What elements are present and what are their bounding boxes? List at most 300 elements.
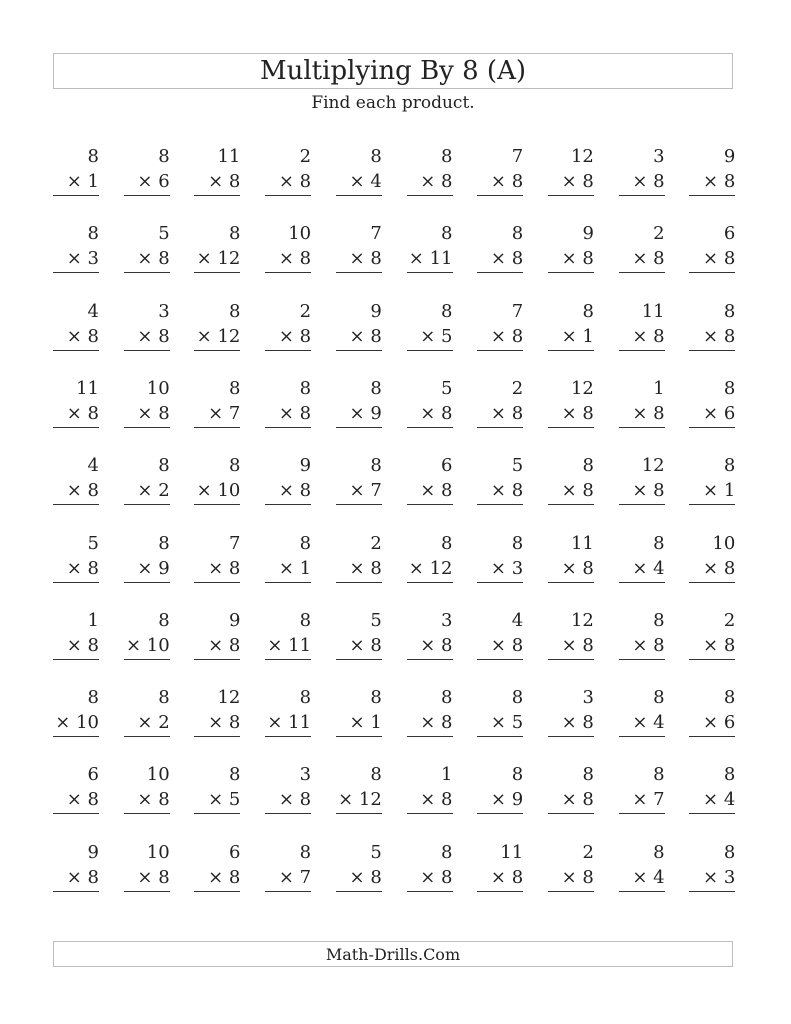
problem-multiplier: × 8	[194, 169, 240, 196]
problem	[194, 762, 240, 814]
problem	[619, 762, 665, 814]
problem-multiplicand: 8	[653, 841, 665, 863]
problem-multiplicand: 1	[441, 764, 453, 786]
problem-multiplicand: 1	[87, 609, 99, 631]
problem-multiplicand: 10	[288, 223, 312, 245]
problem-multiplicand: 8	[370, 146, 382, 167]
problem-multiplier: × 8	[689, 324, 735, 351]
problem-multiplicand: 2	[299, 300, 312, 322]
problem	[336, 685, 382, 737]
problem-multiplicand: 8	[87, 146, 99, 167]
problem	[124, 685, 170, 737]
problem-multiplicand: 8	[370, 377, 382, 399]
problem-multiplier: × 8	[265, 169, 311, 196]
problem-multiplier: × 8	[548, 865, 594, 892]
problem-multiplier: × 8	[53, 556, 99, 583]
problem-multiplier: × 11	[265, 633, 311, 660]
problem-multiplicand: 9	[299, 455, 312, 477]
title-box	[53, 53, 733, 89]
problem-multiplier: × 9	[124, 556, 170, 583]
problem	[336, 376, 382, 428]
problem-multiplier: × 5	[194, 787, 240, 814]
problem-multiplicand: 8	[158, 146, 170, 167]
problem-multiplier: × 8	[124, 787, 170, 814]
problem-multiplier: × 4	[336, 169, 382, 196]
problem	[548, 221, 594, 273]
problem-multiplier: × 8	[477, 865, 523, 892]
problem	[619, 840, 665, 892]
problem-multiplicand: 8	[228, 377, 241, 399]
problem	[548, 685, 594, 737]
problem-multiplier: × 8	[689, 633, 735, 660]
problem	[619, 144, 665, 196]
problem-multiplicand: 5	[441, 377, 453, 399]
problem-multiplier: × 8	[407, 478, 453, 505]
problem-multiplicand: 8	[228, 300, 241, 322]
problem-multiplier: × 8	[619, 169, 665, 196]
problem	[194, 221, 240, 273]
problem-multiplicand: 8	[723, 764, 736, 786]
problem-multiplicand: 3	[582, 687, 594, 709]
problem	[53, 531, 99, 583]
problem-multiplicand: 8	[228, 223, 241, 245]
problem	[548, 762, 594, 814]
problem-multiplier: × 8	[124, 246, 170, 273]
problem-multiplicand: 8	[299, 377, 312, 399]
problem-multiplicand: 3	[441, 609, 453, 631]
problem-multiplier: × 8	[477, 169, 523, 196]
problem	[265, 453, 311, 505]
problem	[336, 840, 382, 892]
footer-box	[53, 941, 733, 967]
problem	[548, 531, 594, 583]
problem-multiplicand: 8	[723, 455, 736, 477]
problem-multiplier: × 11	[265, 710, 311, 737]
problem	[265, 531, 311, 583]
problem-multiplier: × 7	[619, 787, 665, 814]
problem-multiplicand: 8	[511, 223, 524, 245]
problem-multiplicand: 5	[511, 455, 524, 477]
problem	[336, 144, 382, 196]
problem-multiplicand: 12	[570, 146, 594, 167]
problem	[548, 840, 594, 892]
problem-multiplier: × 8	[53, 324, 99, 351]
problem-multiplicand: 2	[299, 146, 312, 167]
problem-multiplicand: 11	[217, 146, 241, 167]
problem-multiplicand: 2	[511, 377, 524, 399]
problem-multiplier: × 8	[407, 787, 453, 814]
problem-multiplier: × 7	[336, 478, 382, 505]
problem-multiplicand: 7	[511, 300, 524, 322]
problem-multiplicand: 8	[299, 687, 312, 709]
problem-multiplicand: 8	[158, 455, 170, 477]
problem-multiplicand: 9	[582, 223, 594, 245]
problem-multiplier: × 8	[124, 324, 170, 351]
problem-multiplicand: 8	[511, 687, 524, 709]
problem	[619, 453, 665, 505]
problem-multiplicand: 2	[723, 609, 736, 631]
problem-multiplicand: 12	[570, 609, 594, 631]
problem	[53, 608, 99, 660]
problem-multiplier: × 8	[407, 633, 453, 660]
problem-multiplicand: 8	[441, 841, 453, 863]
problem-multiplicand: 9	[228, 609, 241, 631]
problem-multiplier: × 10	[53, 710, 99, 737]
problem	[689, 453, 735, 505]
problem-multiplicand: 10	[146, 764, 170, 786]
problem-multiplier: × 6	[689, 710, 735, 737]
problem-multiplier: × 1	[265, 556, 311, 583]
problem-multiplier: × 5	[407, 324, 453, 351]
problem	[53, 840, 99, 892]
problem-multiplier: × 9	[336, 401, 382, 428]
problem-multiplicand: 8	[299, 841, 312, 863]
problem-multiplier: × 7	[265, 865, 311, 892]
problem-multiplicand: 8	[441, 687, 453, 709]
problem	[265, 144, 311, 196]
problem	[407, 608, 453, 660]
problem-multiplicand: 6	[723, 223, 736, 245]
problem	[194, 453, 240, 505]
problem-multiplicand: 11	[76, 377, 99, 399]
problem-multiplicand: 8	[723, 377, 736, 399]
problem-multiplicand: 8	[441, 300, 453, 322]
problem-multiplier: × 4	[689, 787, 735, 814]
problem	[194, 376, 240, 428]
problem-multiplier: × 8	[336, 865, 382, 892]
problem-multiplier: × 8	[194, 556, 240, 583]
problem-multiplier: × 6	[689, 401, 735, 428]
problem	[194, 840, 240, 892]
problem-multiplier: × 8	[619, 324, 665, 351]
problem-multiplier: × 8	[548, 401, 594, 428]
problem-multiplier: × 2	[124, 478, 170, 505]
problem-multiplier: × 8	[548, 633, 594, 660]
problem-multiplier: × 10	[124, 633, 170, 660]
problem-multiplier: × 7	[194, 401, 240, 428]
problem-multiplicand: 3	[299, 764, 312, 786]
problem-multiplier: × 8	[194, 633, 240, 660]
problem	[689, 376, 735, 428]
problem	[407, 453, 453, 505]
problem	[619, 685, 665, 737]
problem	[548, 376, 594, 428]
problem-multiplicand: 4	[87, 455, 99, 477]
problem	[477, 685, 523, 737]
problem	[265, 685, 311, 737]
problem-multiplier: × 8	[477, 401, 523, 428]
problem-multiplier: × 11	[407, 246, 453, 273]
problem	[689, 685, 735, 737]
problem	[477, 299, 523, 351]
problem	[336, 762, 382, 814]
problem-multiplier: × 8	[194, 710, 240, 737]
problem	[194, 299, 240, 351]
problem-multiplier: × 4	[619, 556, 665, 583]
problem	[548, 144, 594, 196]
problem	[336, 608, 382, 660]
problem	[477, 221, 523, 273]
problem-multiplier: × 8	[53, 787, 99, 814]
problem	[477, 762, 523, 814]
problem-multiplier: × 8	[477, 633, 523, 660]
problem	[548, 299, 594, 351]
problem-multiplicand: 10	[712, 532, 736, 554]
problem	[407, 762, 453, 814]
problem-multiplicand: 10	[146, 377, 170, 399]
problem-multiplicand: 12	[570, 377, 594, 399]
problem-multiplicand: 12	[217, 687, 241, 709]
problem-multiplier: × 6	[124, 169, 170, 196]
problem	[477, 453, 523, 505]
problem	[336, 221, 382, 273]
problem-multiplier: × 8	[265, 246, 311, 273]
problem-multiplier: × 8	[53, 478, 99, 505]
problem-multiplier: × 9	[477, 787, 523, 814]
problem-multiplicand: 8	[653, 764, 665, 786]
problem-multiplicand: 8	[653, 532, 665, 554]
problem-multiplicand: 8	[582, 455, 594, 477]
problem-multiplicand: 8	[653, 609, 665, 631]
problem	[53, 144, 99, 196]
problem-multiplier: × 8	[265, 478, 311, 505]
problem-multiplicand: 9	[87, 841, 99, 863]
problem-multiplier: × 12	[194, 324, 240, 351]
problem	[336, 299, 382, 351]
problem-multiplier: × 1	[689, 478, 735, 505]
problem	[265, 299, 311, 351]
problem-multiplicand: 8	[582, 764, 594, 786]
problem-multiplier: × 8	[477, 324, 523, 351]
problem	[124, 221, 170, 273]
problem	[689, 531, 735, 583]
problem-multiplier: × 3	[689, 865, 735, 892]
problem-multiplicand: 8	[158, 609, 170, 631]
problem	[194, 608, 240, 660]
problem-multiplicand: 4	[511, 609, 524, 631]
problem	[124, 453, 170, 505]
problem-multiplier: × 12	[407, 556, 453, 583]
problem	[407, 221, 453, 273]
problem-multiplier: × 8	[407, 710, 453, 737]
problem-multiplier: × 8	[619, 478, 665, 505]
instructions: Find each product.	[311, 93, 475, 113]
problem-multiplier: × 8	[265, 787, 311, 814]
problem-multiplier: × 4	[619, 710, 665, 737]
problem-multiplier: × 8	[407, 401, 453, 428]
problem-multiplier: × 8	[53, 401, 99, 428]
problem-multiplicand: 4	[87, 300, 99, 322]
problem-multiplier: × 8	[53, 865, 99, 892]
problem-multiplicand: 8	[723, 687, 736, 709]
problem	[53, 221, 99, 273]
problem-multiplier: × 8	[548, 246, 594, 273]
problem-multiplier: × 4	[619, 865, 665, 892]
problem-multiplier: × 8	[53, 633, 99, 660]
problem	[265, 840, 311, 892]
problem	[336, 531, 382, 583]
problem	[548, 453, 594, 505]
problem-multiplier: × 8	[689, 169, 735, 196]
problem-multiplier: × 3	[53, 246, 99, 273]
problem-multiplier: × 8	[336, 633, 382, 660]
problem	[336, 453, 382, 505]
problem-multiplier: × 1	[53, 169, 99, 196]
problem-multiplicand: 2	[653, 223, 665, 245]
problem-multiplier: × 8	[548, 169, 594, 196]
problem	[619, 299, 665, 351]
problem-grid	[53, 144, 743, 919]
problem-multiplicand: 8	[87, 687, 99, 709]
problem-multiplicand: 6	[441, 455, 453, 477]
problem-multiplicand: 8	[511, 764, 524, 786]
problem	[53, 299, 99, 351]
problem-multiplier: × 10	[194, 478, 240, 505]
problem-multiplicand: 5	[87, 532, 99, 554]
problem-multiplier: × 8	[477, 246, 523, 273]
problem-multiplicand: 2	[370, 532, 382, 554]
problem	[124, 376, 170, 428]
problem-multiplier: × 8	[548, 478, 594, 505]
problem	[477, 376, 523, 428]
problem-multiplier: × 8	[619, 633, 665, 660]
problem-multiplier: × 8	[689, 246, 735, 273]
problem-multiplicand: 8	[441, 532, 453, 554]
problem-multiplicand: 8	[723, 841, 736, 863]
problem-multiplicand: 3	[653, 146, 665, 167]
problem-multiplier: × 8	[548, 710, 594, 737]
problem	[53, 685, 99, 737]
problem	[265, 762, 311, 814]
problem	[124, 762, 170, 814]
problem-multiplier: × 8	[194, 865, 240, 892]
problem-multiplicand: 8	[441, 223, 453, 245]
problem-multiplicand: 6	[228, 841, 241, 863]
problem-multiplicand: 11	[500, 841, 524, 863]
problem	[619, 221, 665, 273]
problem-multiplier: × 2	[124, 710, 170, 737]
problem-multiplicand: 8	[228, 764, 241, 786]
problem	[407, 685, 453, 737]
problem-multiplier: × 12	[336, 787, 382, 814]
problem	[124, 531, 170, 583]
problem-multiplicand: 8	[582, 300, 594, 322]
problem-multiplicand: 8	[228, 455, 241, 477]
problem-multiplier: × 8	[336, 324, 382, 351]
problem	[619, 376, 665, 428]
problem	[53, 453, 99, 505]
problem-multiplicand: 8	[511, 532, 524, 554]
problem	[53, 762, 99, 814]
problem	[194, 531, 240, 583]
problem-multiplicand: 8	[87, 223, 99, 245]
problem-multiplicand: 5	[370, 841, 382, 863]
problem-multiplicand: 12	[641, 455, 665, 477]
problem-multiplier: × 8	[477, 478, 523, 505]
problem	[477, 144, 523, 196]
problem-multiplicand: 11	[641, 300, 665, 322]
problem	[407, 299, 453, 351]
problem	[689, 299, 735, 351]
problem-multiplicand: 8	[299, 532, 312, 554]
problem	[194, 685, 240, 737]
problem	[407, 840, 453, 892]
problem-multiplier: × 5	[477, 710, 523, 737]
problem-multiplier: × 1	[336, 710, 382, 737]
problem	[53, 376, 99, 428]
problem	[407, 376, 453, 428]
problem-multiplicand: 8	[158, 687, 170, 709]
problem-multiplier: × 8	[619, 246, 665, 273]
problem-multiplier: × 8	[265, 401, 311, 428]
problem-multiplier: × 3	[477, 556, 523, 583]
problem-multiplicand: 5	[158, 223, 170, 245]
problem	[124, 144, 170, 196]
problem-multiplicand: 6	[87, 764, 99, 786]
problem-multiplicand: 8	[370, 764, 382, 786]
problem	[689, 840, 735, 892]
problem	[194, 144, 240, 196]
problem-multiplier: × 8	[548, 787, 594, 814]
problem-multiplicand: 8	[370, 687, 382, 709]
problem	[689, 762, 735, 814]
problem-multiplier: × 8	[265, 324, 311, 351]
problem-multiplicand: 7	[370, 223, 382, 245]
problem-multiplicand: 8	[370, 455, 382, 477]
problem-multiplier: × 8	[407, 169, 453, 196]
problem-multiplier: × 8	[619, 401, 665, 428]
problem-multiplier: × 12	[194, 246, 240, 273]
problem-multiplicand: 9	[723, 146, 736, 167]
problem-multiplicand: 2	[582, 841, 594, 863]
problem-multiplicand: 9	[370, 300, 382, 322]
problem	[548, 608, 594, 660]
problem-multiplicand: 8	[441, 146, 453, 167]
problem-multiplicand: 8	[158, 532, 170, 554]
problem-multiplicand: 8	[299, 609, 312, 631]
problem-multiplicand: 10	[146, 841, 170, 863]
problem-multiplicand: 5	[370, 609, 382, 631]
problem-multiplier: × 8	[548, 556, 594, 583]
problem-multiplicand: 7	[511, 146, 524, 167]
problem	[689, 608, 735, 660]
problem	[407, 531, 453, 583]
problem	[689, 144, 735, 196]
problem-multiplicand: 8	[723, 300, 736, 322]
problem-multiplier: × 8	[336, 556, 382, 583]
problem	[689, 221, 735, 273]
problem	[265, 608, 311, 660]
problem-multiplicand: 8	[653, 687, 665, 709]
problem	[124, 840, 170, 892]
footer-site: Math-Drills.Com	[325, 944, 461, 964]
problem-multiplier: × 1	[548, 324, 594, 351]
problem	[477, 840, 523, 892]
problem	[477, 608, 523, 660]
problem	[619, 531, 665, 583]
problem	[124, 608, 170, 660]
problem	[619, 608, 665, 660]
problem	[265, 376, 311, 428]
problem	[407, 144, 453, 196]
problem-multiplicand: 7	[228, 532, 241, 554]
problem-multiplier: × 8	[124, 865, 170, 892]
problem-multiplier: × 8	[407, 865, 453, 892]
problem-multiplier: × 8	[689, 556, 735, 583]
problem	[265, 221, 311, 273]
problem-multiplicand: 11	[570, 532, 594, 554]
problem-multiplier: × 8	[336, 246, 382, 273]
